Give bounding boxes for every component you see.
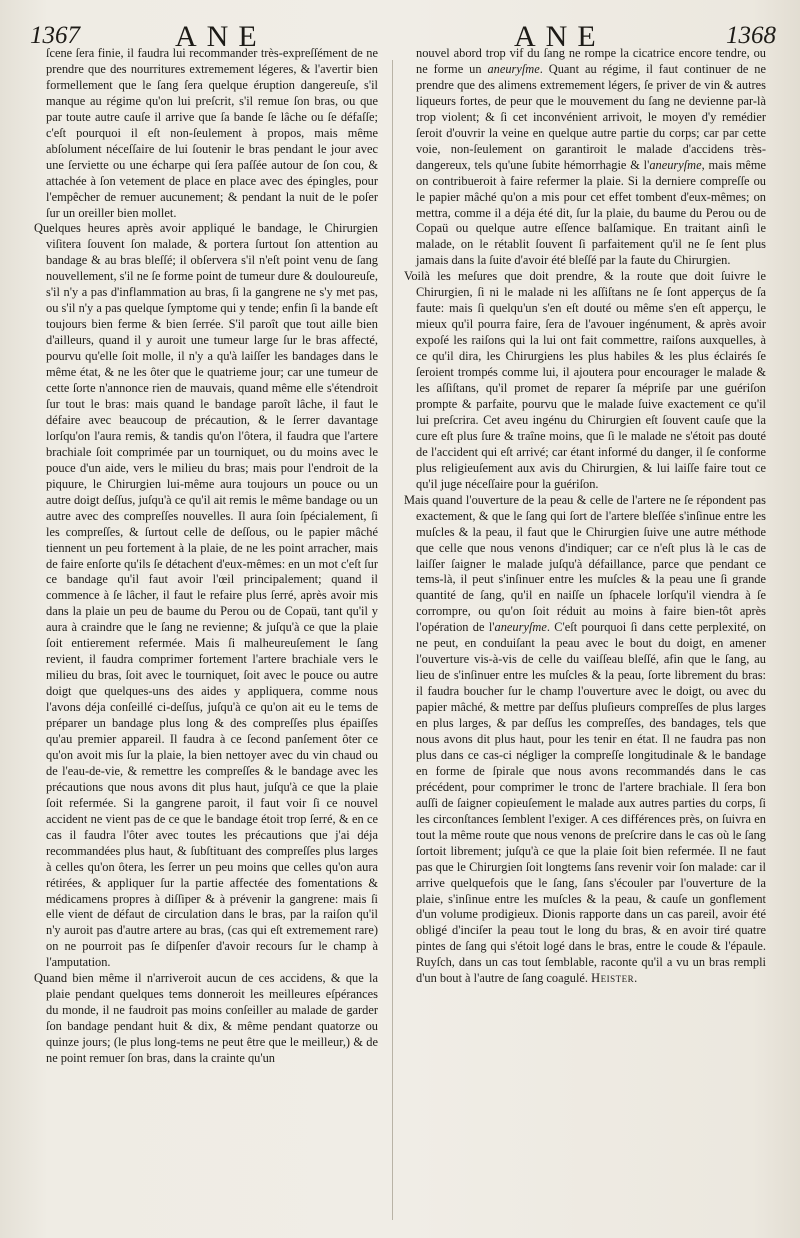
text-run: Mais quand l'ouverture de la peau & celle de l'artere ne ſe répondent pas exactement, & que le ſang qui ſort de l'artere bleſſée s'inſinue entre les muſcles & la peau, il faut que le Chirurgien ſuive une autre méthode que celle que nous venons d'indiquer; car ce n'eſt plus là le cas de laiſſer ſaigner le malade juſqu'à défaillance, parce que pendant ce tems-là, il peut s'inſinuer entre les muſcles & la peau une ſi grande quantité de ſang, qu'il en naiſſe un ſphacele lorſqu'il viendra à ſe corrompre, ou qu'on ſoit réduit au moins à faire bien-tôt après l'opération de l' — [404, 492, 766, 635]
page-number-right: 1368 — [726, 22, 776, 49]
text-run: nouvel abord trop vif du ſang ne rompe la cicatrice encore tendre, ou ne forme un — [416, 46, 766, 76]
paragraph: Voilà les meſures que doit prendre, & la route que doit ſuivre le Chirurgien, ſi ni le malade ni les aſſiſtans ne ſe ſont apperçus de ſa faute: mais ſi quelqu'un s'en eſt douté ou même s'en eſt apperçu, le mieux qu'il pourra faire, ſera de l'avouer ingénument, & après avoir expoſé les raiſons qui la lui ont fait commettre, raiſons auxquelles, à ce qu'il dira, les Chirurgiens les plus habiles & les plus éclairés ſe ſeroient trompés comme lui, il ajoutera pour encourager le malade & les aſſiſtans, qu'il promet de reparer ſa mépriſe par une guériſon prompte & parfaite, pourvu que le malade ſuive exactement ce qu'il lui preſcrira. Cet aveu ingénu du Chirurgien eſt ſouvent cauſe que la cure eſt plus ſure & traîne moins, que ſi le malade ne s'étoit pas douté de l'accident qui eſt arrivé; car étant informé du danger, il ſe conforme plus religieuſement aux avis du Chirurgien, & lui laiſſe faire tout ce qu'il juge néceſſaire pour la guériſon. — [404, 269, 766, 491]
italic-term: aneuryſme — [487, 61, 540, 76]
running-title-left: ANE — [175, 20, 267, 53]
paragraph — [404, 493, 766, 988]
column-divider — [392, 60, 393, 1220]
author-signature: Heister. — [591, 971, 638, 986]
text-run: . Quant au régime, il faut continuer de ne prendre que des alimens extremement légers, ſe priver de vin & autres liqueurs fortes, de peur que le mouvement du ſang ne devienne par-là trop violent; & ſi cet inconvénient arrivoit, le moyen d'y remédier ſeroit d'ouvrir la veine en quelque autre partie du corps; car par cette voie, non-ſeulement on garantiroit le malade d'accidens très-dangereux, tels qu'une ſubite hémorrhagie & l' — [416, 61, 767, 172]
text-run: . C'eſt pourquoi ſi dans cette perplexité, on ne peut, en conduiſant la peau avec le bout du doigt, en amener l'ouverture vis-à-vis de celle du vaiſſeau bleſſé, afin que le ſang, au lieu de s'inſinuer entre les muſcles & la peau, ſorte librement du bras: il faudra boucher ſur le champ l'ouverture avec le doigt, ou avec du papier mâché, & mettre par deſſus pluſieurs compreſſes de plus larges en plus larges, & par deſſus les compreſſes, des bandages, tels que nous avons dit plus haut, pour les tenir en état. Il ne faudra pas non plus dans ce cas-ci négliger la compreſſe longitudinale & le bandage en forme de ſpirale que nous avons recommandés dans le cas précédent, pour comprimer le tronc de l'artere brachiale. Il ſera bon auſſi de ſaigner copieuſement le malade aux autres parties du corps, ſi les circonſtances ſemblent l'exiger. A ces différences près, on ſuivra en tout la même route que nous venons de preſcrire dans le cas où le ſang ſortoit librement; juſqu'à ce que la plaie ſoit bien refermée. Il ne faut pas que le Chirurgien ſoit longtems ſans revenir voir ſon malade: car il arrive quelquefois que le ſang, ſans s'écouler par l'ouverture de la plaie, s'inſinue entre les muſcles & la peau, & cauſe un gonflement d'un volume prodigieux. Dionis rapporte dans un cas pareil, avoir été obligé d'inciſer la peau tout le long du bras, & en avoir tiré quatre pintes de ſang qui s'étoit logé dans le bras, entre le coude & l'épaule. Ruyſch, dans un cas tout ſemblable, raconte qu'il a vu un bras rempli d'un bout à l'autre de ſang coagulé. — [416, 620, 766, 986]
running-title-right: ANE — [514, 20, 606, 53]
right-column — [404, 46, 766, 987]
paragraph-continuation — [404, 46, 766, 269]
italic-term: aneuryſme — [649, 157, 702, 172]
page-number-left: 1367 — [30, 22, 80, 49]
paragraph: Quand bien même il n'arriveroit aucun de ces accidens, & que la plaie pendant quelques tems donneroit les meilleures eſpérances du monde, il ne faudroit pas moins conſeiller au malade de garder ſon bandage pendant huit & dix, & même pendant quatorze ou quinze jours; (le plus long-tems ne peut être que le meilleur,) & de ne point remuer ſon bras, dans la crainte qu'un — [34, 971, 378, 1066]
text-run: , mais même on contribueroit à faire refermer la plaie. Si la derniere compreſſe ou le papier mâché qu'on a mis pour cet effet tombent d'eux-mêmes; on mettra, comme il a déja été dit, ſur la plaie, du baume du Perou ou de Copaü ou quelque autre eſſence balſamique. En traitant ainſi le malade, on le rétablit ſouvent ſi parfaitement qu'il ne ſe ſent plus jamais dans la ſuite d'avoir été bleſſé par la faute du Chirurgien. — [416, 157, 766, 268]
italic-term: aneuryſme — [494, 620, 547, 635]
paragraph: Quelques heures après avoir appliqué le bandage, le Chirurgien viſitera ſouvent ſon malade, & portera ſurtout ſon attention au bandage & au bras bleſſé; il obſervera s'il n'eſt point venu de ſang nouvellement, s'il ne ſe forme point de tumeur dure & douloureuſe, s'il n'y a pas d'inflammation au bras, ſi la gangrene ne s'y met pas, ou s'il n'y a pas quelque ſymptome qui y tende; enfin ſi la bande eſt toujours bien ferme & bien ſerrée. S'il paroît que tout aille bien d'ailleurs, quand il y auroit une tumeur large ſur le bras affecté, pourvu qu'elle ſoit molle, il n'y a qu'à laiſſer les bandages dans le même état, & ne les ôter que le quatrieme jour; car une tumeur de cette ſorte n'annonce rien de mauvais, quand même elle s'étendroit ſur tout le bras: mais quand le bandage paroît lâche, il faut le défaire avec beaucoup de précaution, & le ſerrer davantage lorſqu'on l'aura remis, & tandis qu'on l'ôtera, il faudra que l'artere brachiale ſoit comprimée par un tourniquet, ou du moins avec le pouce d'un aide, vers le milieu du bras; mais pour l'endroit de la piquure, le Chirurgien lui-même aura toujours un pouce ou un autre doigt deſſus, juſqu'à ce qu'il ait remis le même bandage ou un autre avec des compreſſes nouvelles. Il aura ſoin ſpécialement, ſi les compreſſes, & ſurtout celle de deſſous, ou le papier mâché tiennent un peu fortement à la plaie, de ne les point arracher, mais de faire enſorte qu'ils ſe détachent d'eux-mêmes: en un mot c'eſt ſur ce bandage qu'il faut avoir l'œil principalement; quand il commence à ſe lâcher, il faut le refaire plus ſerré, après avoir mis dans la plaie un peu de baume du Perou ou de Copaü, tant qu'il y aura à craindre que le ſang ne revienne; & juſqu'à ce que la plaie ſoit entierement refermée. Mais ſi malheureuſement le ſang revient, il faudra comprimer fortement l'artere brachiale vers le milieu du bras, ſoit avec le tourniquet, ſoit avec le pouce ou autre doigt que quelques-uns des aides y appliquera, comme nous l'avons déja conſeillé ci-deſſus, juſqu'à ce qu'on ait eu le tems de préparer un bandage plus long & des compreſſes plus épaiſſes qu'au premier appareil. Il faudra à ce ſecond panſement ôter ce qu'on avoit mis ſur la plaie, la bien nettoyer avec du vin chaud ou de l'eau-de-vie, & remettre les compreſſes & le bandage avec les précautions que nous avons dit plus haut, juſqu'à ce que la plaie ſoit refermée. Si la gangrene paroit, il faut voir ſi ce nouvel accident ne vient pas de ce que le bandage étoit trop ſerré, & en ce cas il faudra l'ôter avec toutes les précautions que j'ai déja recommandées plus haut, & ſubſtituant des compreſſes plus larges à celles qu'on ôtera, les ſerrer un peu moins que celles qu'on aura rétirées, & appliquer ſur la partie affectée des fomentations & médicamens propres à diſſiper & à prévenir la gangrene: mais ſi elle vient de défaut de circulation dans le bras, par la raiſon qu'il n'y auroit pas d'autre artere au bras, (cas qui eſt extremement rare) on ne pourroit pas ſe diſpenſer d'avoir recours ſur le champ à l'amputation. — [34, 221, 378, 970]
paragraph-continuation: ſcene ſera finie, il faudra lui recommander très-expreſſément de ne prendre que des nourritures extremement légeres, & l'avertir bien formellement que le ſang ſera quelque éruption dangereuſe, s'il manque au régime qu'on lui preſcrit, s'il remue ſon bras, ou que par toute autre cauſe il arrive que ſa bande ſe lâche ou ſe défaſſe; c'eſt pourquoi il eſt non-ſeulement à propos, mais même abſolument néceſſaire de lui ſoutenir le bras pendant le jour avec une ſerviette ou une écharpe qui ſera paſſée autour de ſon cou, & attachée à ſon vetement de place en place avec des épingles, pour l'empêcher de remuer aucunement; & pendant la nuit de le poſer ſur un oreiller bien mollet. — [46, 46, 378, 220]
left-column — [34, 46, 378, 1067]
